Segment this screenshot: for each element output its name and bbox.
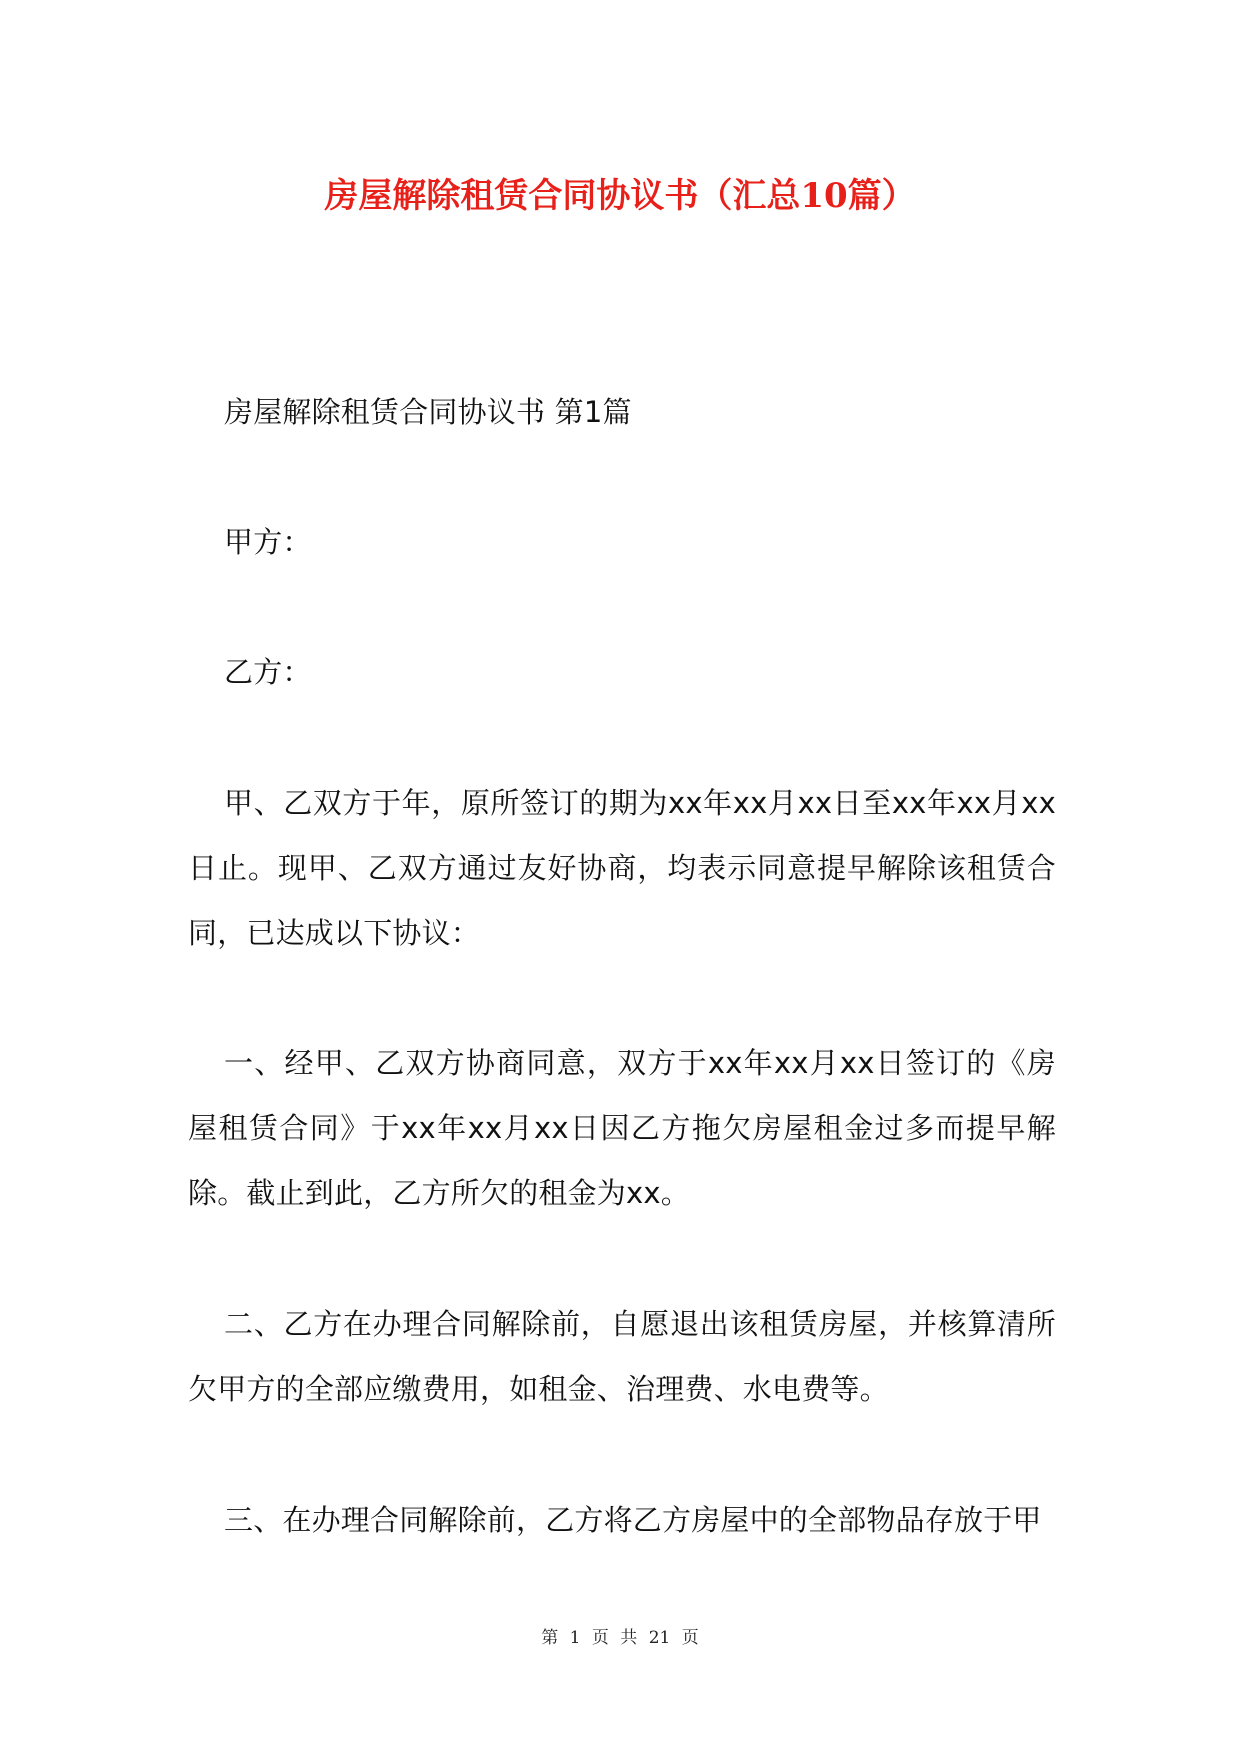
- page-footer: 第 1 页 共 21 页: [541, 1628, 699, 1648]
- intro-paragraph: 甲、乙双方于年，原所签订的期为xx年xx月xx日至xx年xx月xx日止。现甲、乙双方通过友好协商，均表示同意提早解除该租赁合同，已达成以下协议：: [188, 786, 1056, 950]
- clause-1-paragraph: 一、经甲、乙双方协商同意，双方于xx年xx月xx日签订的《房屋租赁合同》于xx年xx月xx日因乙方拖欠房屋租金过多而提早解除。截止到此，乙方所欠的租金为xx。: [188, 1046, 1056, 1210]
- party-b-label: 乙方：: [224, 655, 312, 689]
- party-a-label: 甲方：: [224, 525, 312, 559]
- clause-2-paragraph: 二、乙方在办理合同解除前，自愿退出该租赁房屋，并核算清所欠甲方的全部应缴费用，如租金、治理费、水电费等。: [188, 1307, 1056, 1406]
- document-title: 房屋解除租赁合同协议书（汇总10篇）: [324, 176, 916, 216]
- section-heading: 房屋解除租赁合同协议书 第1篇: [224, 395, 632, 429]
- clause-3-paragraph: 三、在办理合同解除前，乙方将乙方房屋中的全部物品存放于甲: [224, 1503, 1042, 1537]
